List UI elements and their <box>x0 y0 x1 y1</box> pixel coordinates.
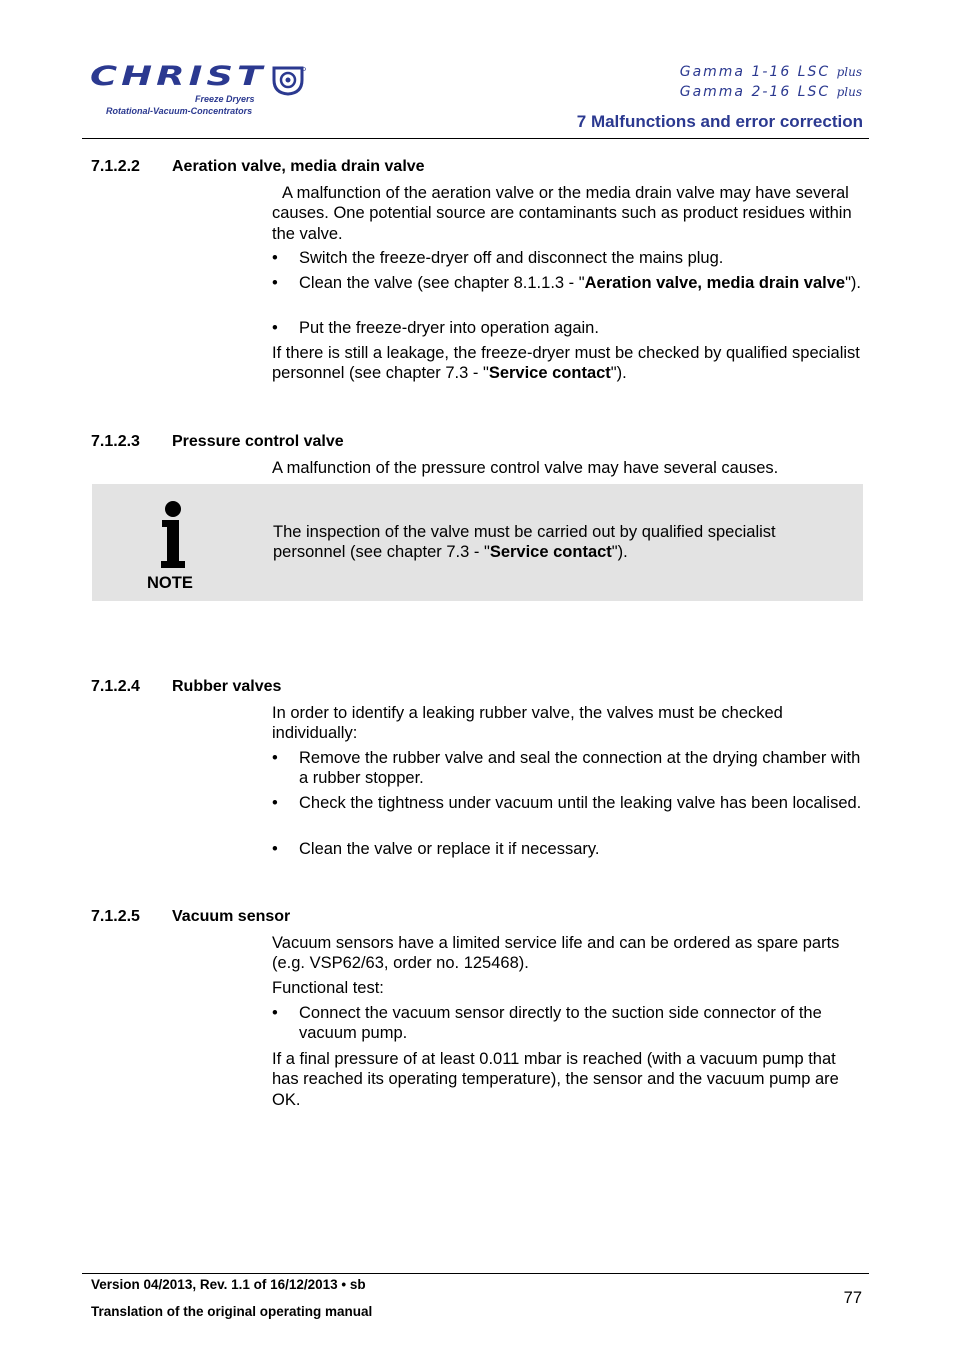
paragraph <box>272 343 862 384</box>
list-item <box>272 248 862 268</box>
bullet-marker: • <box>272 1004 278 1022</box>
section-number: 7.1.2.5 <box>91 908 140 925</box>
bullet-marker: • <box>272 794 278 812</box>
chapter-title: 7 Malfunctions and error correction <box>576 112 863 131</box>
paragraph: In order to identify a leaking rubber valve, the valves must be checked individually: <box>272 704 783 743</box>
chapter-reference: Service contact <box>489 543 612 562</box>
list-item-text: Clean the valve or replace it if necessary. <box>299 840 600 858</box>
footer-version: Version 04/2013, Rev. 1.1 of 16/12/2013 • sb <box>91 1277 366 1292</box>
header-divider <box>82 138 869 139</box>
page-number: 77 <box>843 1289 862 1307</box>
note-label: NOTE <box>147 574 193 592</box>
section-title: Vacuum sensor <box>172 908 291 925</box>
footer-translation-note: Translation of the original operating manual <box>91 1304 373 1319</box>
section-title: Pressure control valve <box>172 433 344 450</box>
bullet-marker: • <box>272 319 278 337</box>
footer-divider <box>82 1273 869 1274</box>
section-number: 7.1.2.2 <box>91 158 140 175</box>
list-item <box>272 318 862 338</box>
list-item <box>272 839 862 859</box>
brand-logo-text: CHRIST <box>90 60 267 92</box>
text-run: "). <box>610 364 627 383</box>
list-item <box>272 1003 862 1044</box>
text-run: If there is still a leakage, the freeze-dryer must be checked by qualified specialist personnel (see chapter 7.3 - " <box>272 344 860 383</box>
bullet-marker: • <box>272 840 278 858</box>
model-line-2 <box>680 84 862 100</box>
bullet-marker: • <box>272 749 278 767</box>
list-item <box>272 748 862 789</box>
model-line-1 <box>680 64 862 80</box>
text-run: The inspection of the valve must be carried out by qualified specialist personnel (see chapter 7.3 - " <box>273 523 776 562</box>
paragraph: A malfunction of the pressure control valve may have several causes. <box>272 459 779 477</box>
logo-subtitle-freeze-dryers: Freeze Dryers <box>195 94 255 104</box>
section-title: Aeration valve, media drain valve <box>172 158 425 175</box>
paragraph: If a final pressure of at least 0.011 mbar is reached (with a vacuum pump that has reached its operating temperature), the sensor and the vacuum pump are OK. <box>272 1050 839 1109</box>
list-item-text <box>299 273 862 293</box>
model-suffix-2: plus <box>836 85 862 99</box>
paragraph: A malfunction of the aeration valve or the media drain valve may have several causes. One potential source are contaminants such as product residues within the valve. <box>272 184 852 243</box>
list-item <box>272 273 862 293</box>
paragraph: Vacuum sensors have a limited service life and can be ordered as spare parts (e.g. VSP62/63, order no. 125468). <box>272 934 840 973</box>
list-item-text: Connect the vacuum sensor directly to the suction side connector of the vacuum pump. <box>299 1004 822 1043</box>
note-text <box>273 522 843 563</box>
chapter-reference: Aeration valve, media drain valve <box>584 274 846 292</box>
info-i-icon <box>158 500 188 575</box>
list-item-text: Switch the freeze-dryer off and disconnect the mains plug. <box>299 249 724 267</box>
text-run: "). <box>611 543 628 562</box>
logo-subtitle-rvc: Rotational-Vacuum-Concentrators <box>106 106 253 116</box>
section-title: Rubber valves <box>172 678 282 695</box>
list-item-text: Remove the rubber valve and seal the connection at the drying chamber with a rubber stopper. <box>299 749 861 788</box>
bullet-marker: • <box>272 249 278 267</box>
section-number: 7.1.2.4 <box>91 678 140 695</box>
bullet-marker: • <box>272 274 278 292</box>
christ-emblem-icon <box>272 66 306 101</box>
text-run: "). <box>845 274 862 292</box>
model-name-2: Gamma 2-16 LSC <box>679 84 831 100</box>
list-item-text: Check the tightness under vacuum until the leaking valve has been localised. <box>299 794 862 812</box>
text-run: Clean the valve (see chapter 8.1.1.3 - " <box>299 274 585 292</box>
list-item <box>272 793 862 813</box>
section-number: 7.1.2.3 <box>91 433 140 450</box>
model-name-1: Gamma 1-16 LSC <box>679 64 831 80</box>
model-suffix-1: plus <box>836 65 862 79</box>
list-item-text: Put the freeze-dryer into operation again. <box>299 319 599 337</box>
paragraph: Functional test: <box>272 979 384 997</box>
chapter-reference: Service contact <box>488 364 611 383</box>
